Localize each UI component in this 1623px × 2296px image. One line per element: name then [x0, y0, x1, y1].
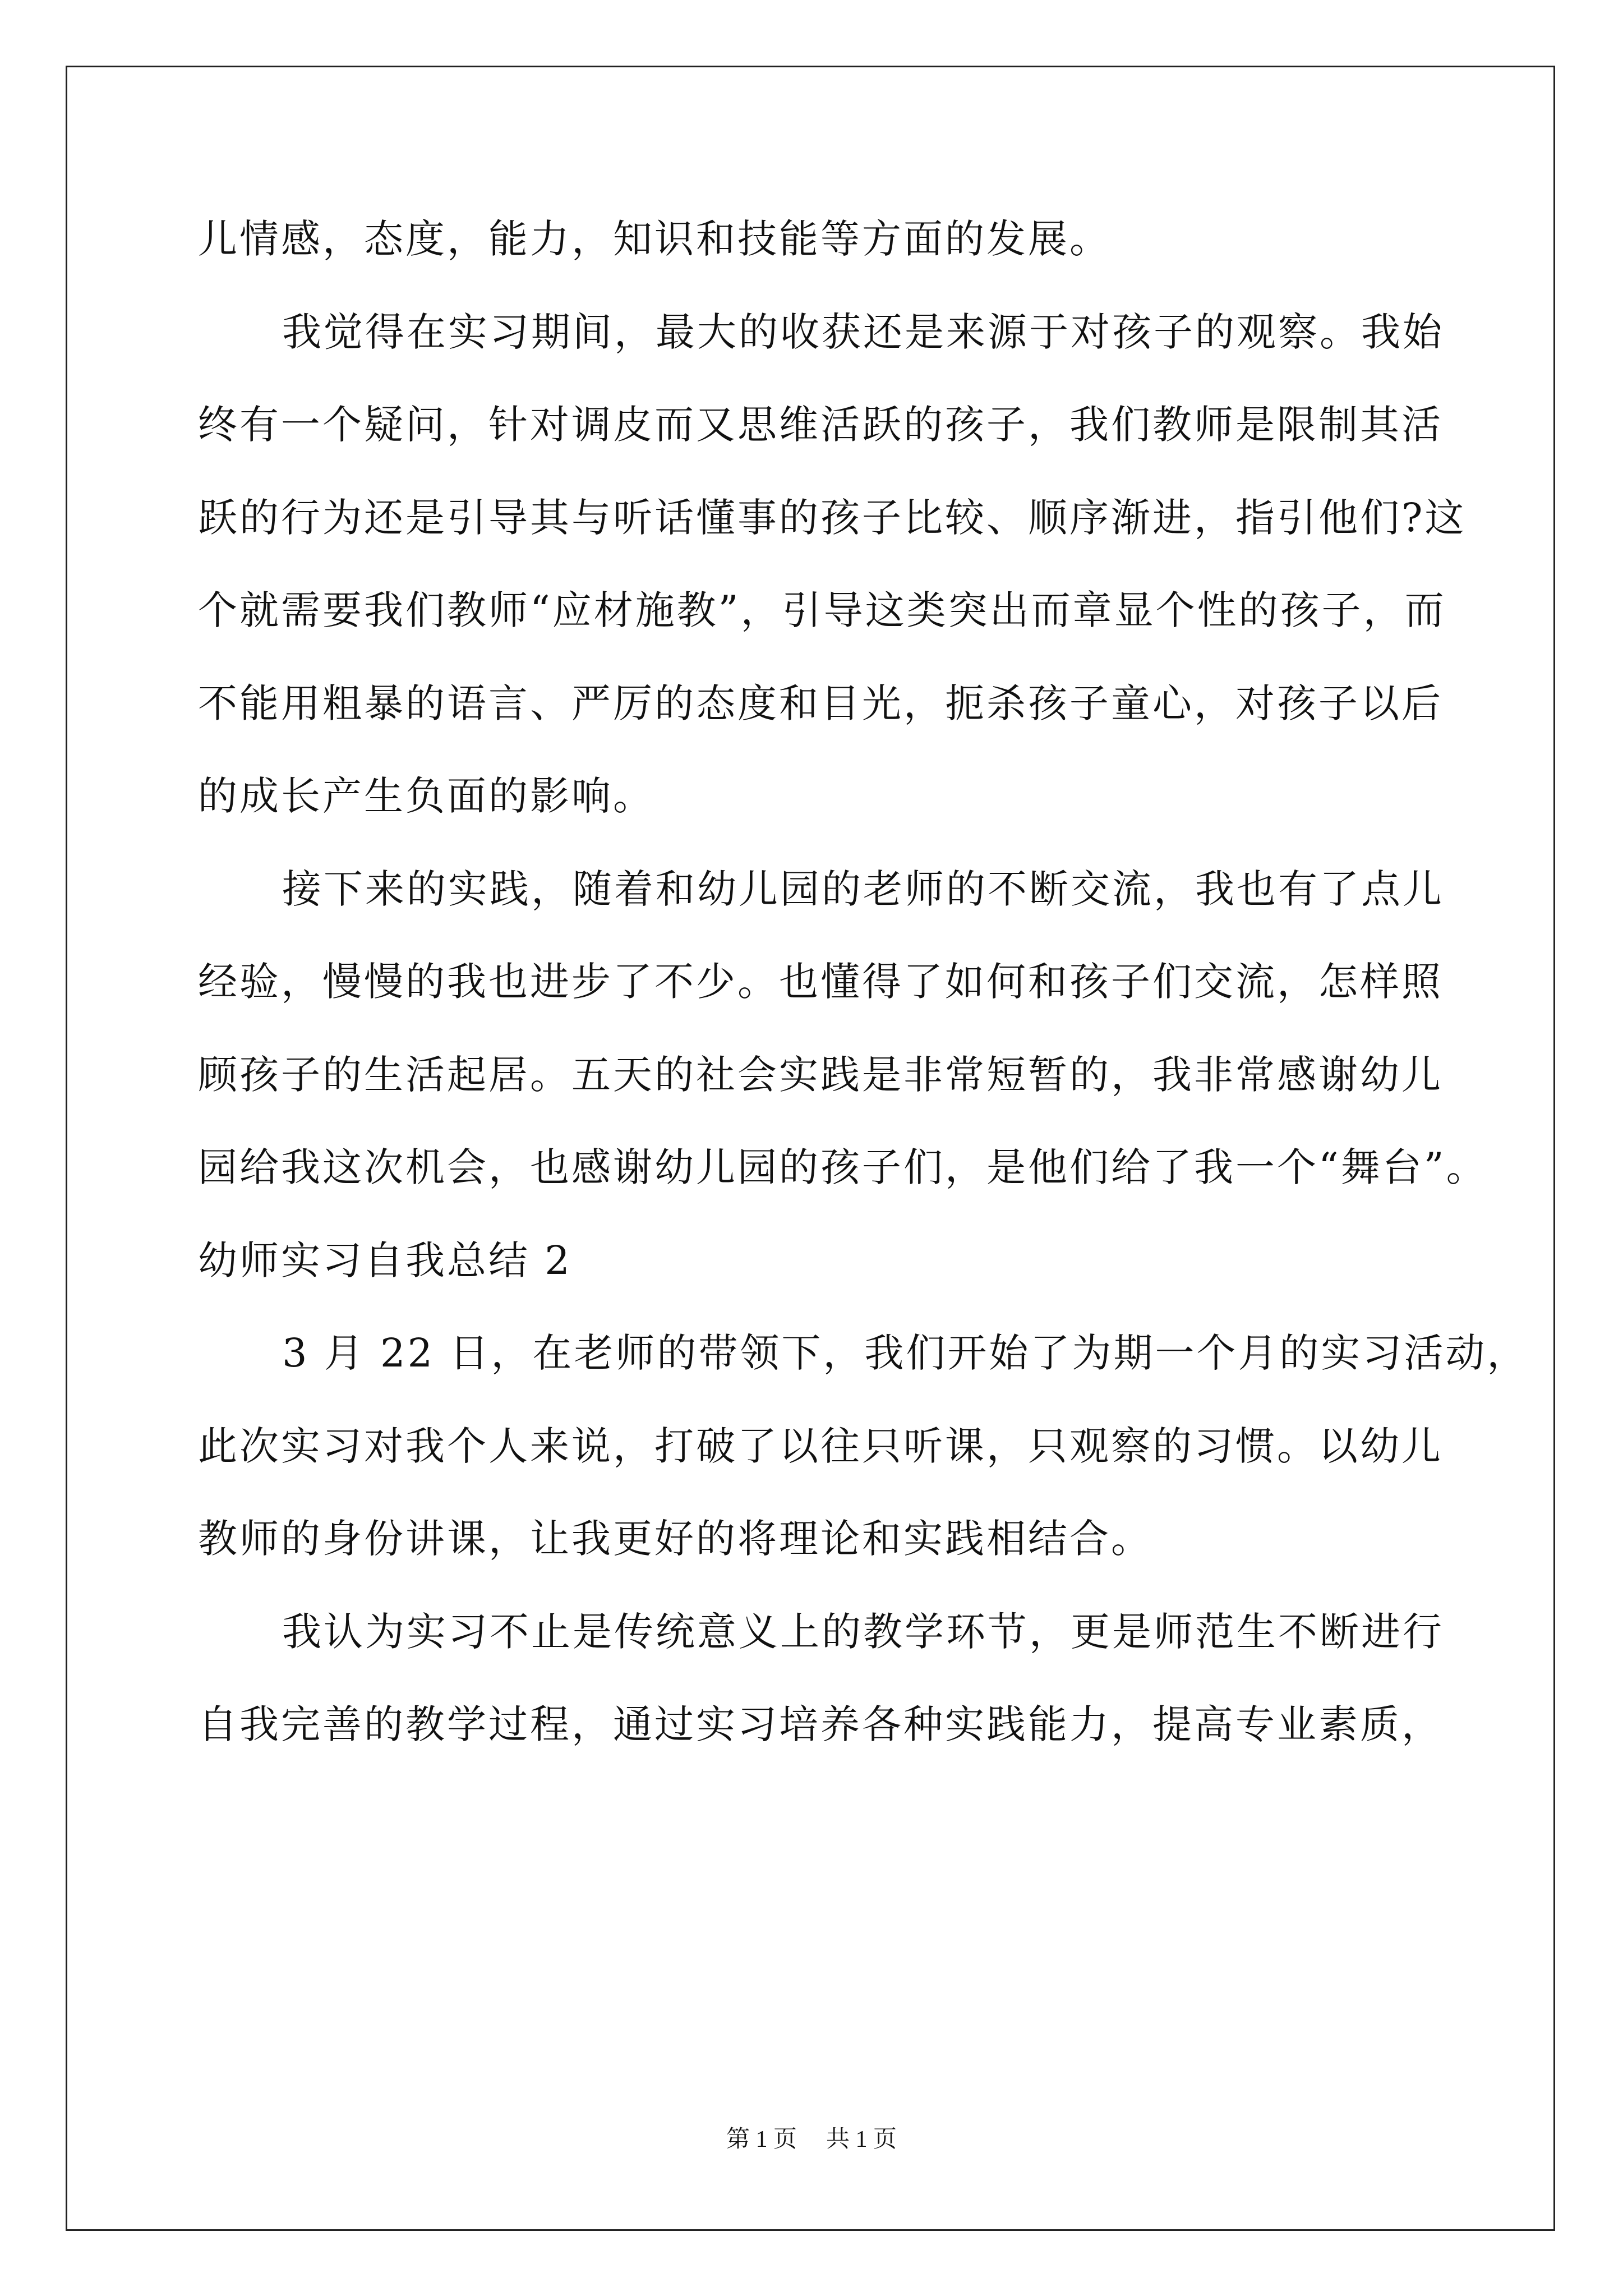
paragraph-start-line: 我认为实习不止是传统意义上的教学环节，更是师范生不断进行: [282, 1609, 1444, 1655]
paragraph-start-line: 3 月 22 日，在老师的带领下，我们开始了为期一个月的实习活动，: [282, 1330, 1529, 1376]
text-line: 的成长产生负面的影响。: [198, 773, 654, 819]
text-line: 个就需要我们教师“应材施教”，引导这类突出而章显个性的孩子，而: [198, 587, 1446, 633]
text-line: 此次实习对我个人来说，打破了以往只听课，只观察的习惯。以幼儿: [198, 1423, 1443, 1469]
text-line: 儿情感，态度，能力，知识和技能等方面的发展。: [198, 216, 1111, 262]
text-line: 终有一个疑问，针对调皮而又思维活跃的孩子，我们教师是限制其活: [198, 402, 1443, 448]
text-line: 园给我这次机会，也感谢幼儿园的孩子们，是他们给了我一个“舞台”。: [198, 1144, 1488, 1190]
text-line: 自我完善的教学过程，通过实习培养各种实践能力，提高专业素质，: [198, 1701, 1443, 1747]
text-line: 不能用粗暴的语言、严厉的态度和目光，扼杀孩子童心，对孩子以后: [198, 680, 1443, 726]
text-line: 跃的行为还是引导其与听话懂事的孩子比较、顺序渐进，指引他们?这: [198, 495, 1467, 541]
page-footer: [0, 2120, 1623, 2154]
section-heading: 幼师实习自我总结 2: [198, 1237, 572, 1283]
text-line: 教师的身份讲课，让我更好的将理论和实践相结合。: [198, 1516, 1152, 1562]
paragraph-start-line: 我觉得在实习期间，最大的收获还是来源于对孩子的观察。我始: [282, 309, 1444, 355]
text-line: 经验，慢慢的我也进步了不少。也懂得了如何和孩子们交流，怎样照: [198, 959, 1443, 1005]
text-line: 顾孩子的生活起居。五天的社会实践是非常短暂的，我非常感谢幼儿: [198, 1052, 1443, 1098]
page-total: 共 1 页: [826, 2127, 897, 2152]
page-number: 第 1 页: [726, 2127, 797, 2152]
paragraph-start-line: 接下来的实践，随着和幼儿园的老师的不断交流，我也有了点儿: [282, 866, 1444, 912]
